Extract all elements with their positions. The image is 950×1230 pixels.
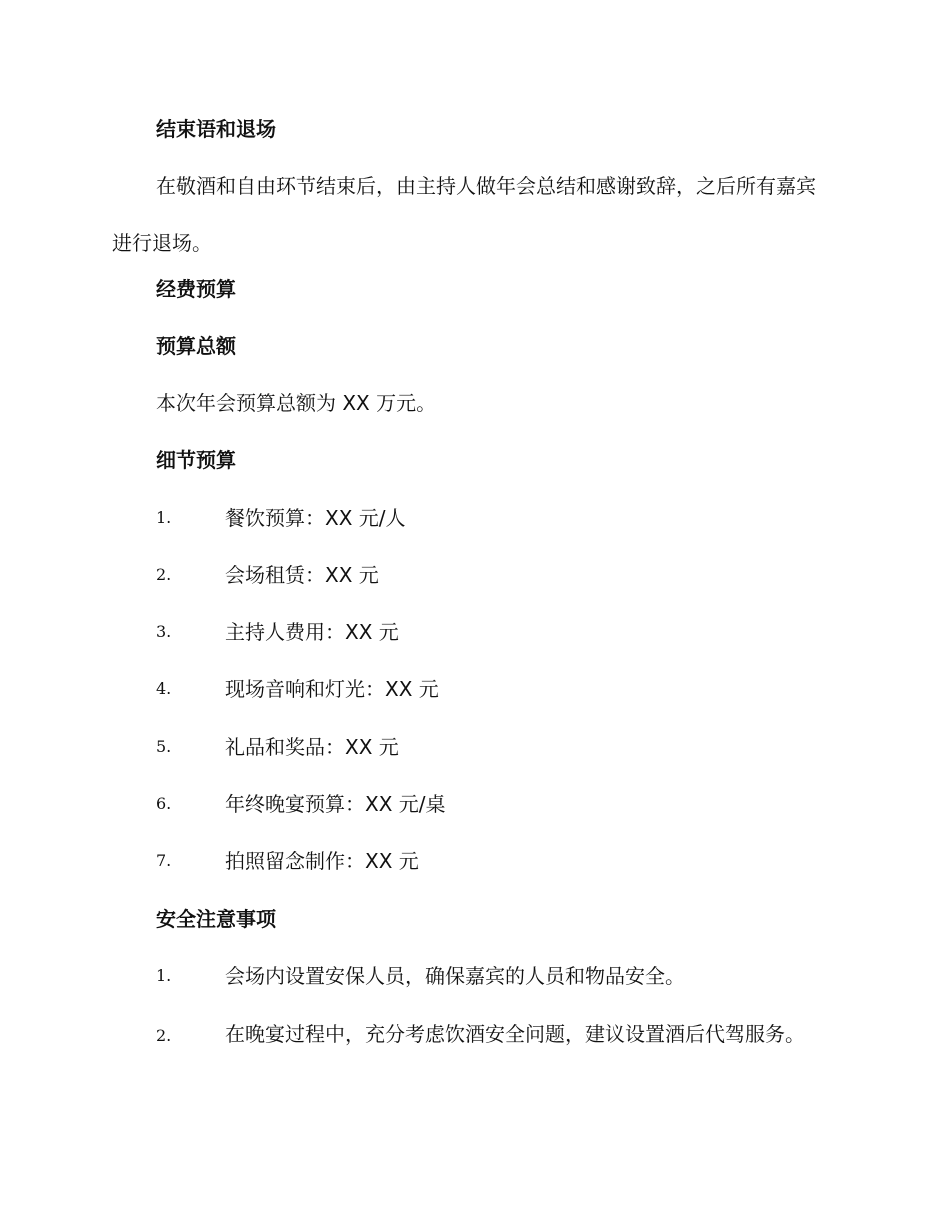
list-text: 礼品和奖品：XX 元 xyxy=(225,735,399,759)
budget-total-heading: 预算总额 xyxy=(156,334,236,358)
list-text: 拍照留念制作：XX 元 xyxy=(225,849,419,873)
budget-item xyxy=(156,733,836,761)
list-text: 在晚宴过程中，充分考虑饮酒安全问题，建议设置酒后代驾服务。 xyxy=(225,1022,805,1046)
safety-heading: 安全注意事项 xyxy=(156,907,276,931)
safety-item xyxy=(112,1006,832,1064)
list-text: 会场内设置安保人员，确保嘉宾的人员和物品安全。 xyxy=(225,964,685,988)
closing-paragraph: 在敬酒和自由环节结束后，由主持人做年会总结和感谢致辞，之后所有嘉宾进行退场。 xyxy=(112,174,816,255)
list-text: 现场音响和灯光：XX 元 xyxy=(225,677,439,701)
budget-item xyxy=(156,847,836,875)
list-text: 主持人费用：XX 元 xyxy=(225,620,399,644)
budget-detail-heading: 细节预算 xyxy=(156,448,236,472)
list-number: 1. xyxy=(156,966,172,985)
list-text: 会场租赁：XX 元 xyxy=(225,563,379,587)
list-number: 7. xyxy=(156,851,172,870)
budget-item xyxy=(156,790,836,818)
list-number: 5. xyxy=(156,737,172,756)
budget-total-text: 本次年会预算总额为 XX 万元。 xyxy=(156,391,437,415)
list-number: 4. xyxy=(156,679,172,698)
list-number: 3. xyxy=(156,622,172,641)
budget-item xyxy=(156,675,836,703)
budget-heading: 经费预算 xyxy=(156,277,236,301)
list-number: 2. xyxy=(156,565,172,584)
list-number: 2. xyxy=(156,1026,172,1045)
list-text: 年终晚宴预算：XX 元/桌 xyxy=(225,792,446,816)
budget-item xyxy=(156,504,836,532)
budget-item xyxy=(156,618,836,646)
list-text: 餐饮预算：XX 元/人 xyxy=(225,506,406,530)
safety-item xyxy=(156,962,836,990)
list-number: 6. xyxy=(156,794,172,813)
budget-item xyxy=(156,561,836,589)
list-number: 1. xyxy=(156,508,172,527)
closing-heading: 结束语和退场 xyxy=(156,117,276,141)
